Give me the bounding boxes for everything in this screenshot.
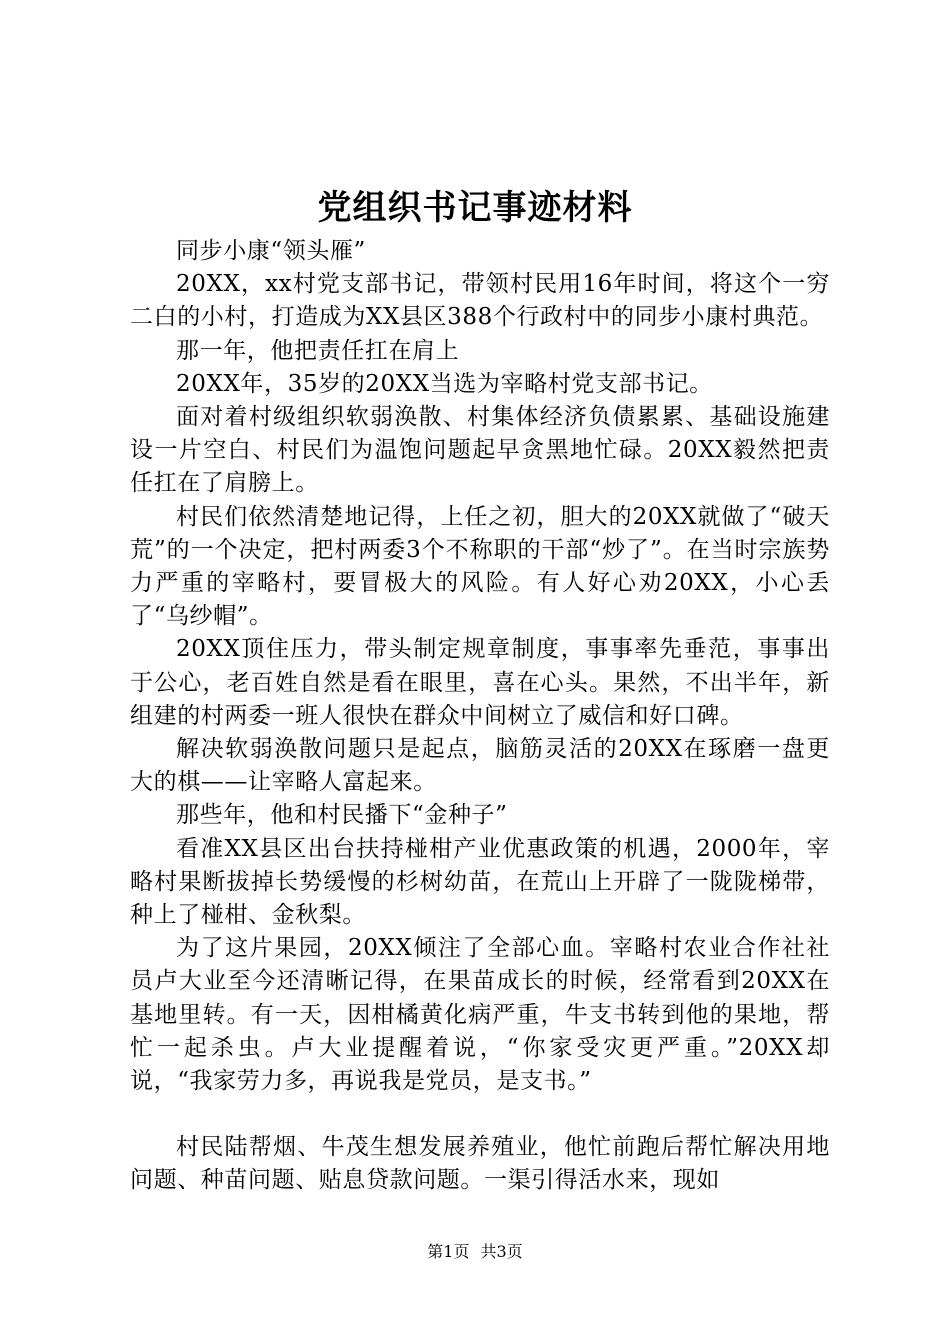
section-heading: 那一年，他把责任扛在肩上 bbox=[176, 337, 460, 364]
document-title: 党组织书记事迹材料 bbox=[317, 188, 633, 228]
paragraph: 为了这片果园，20XX倾注了全部心血。宰略村农业合作社社员卢大业至今还清晰记得，在果苗成长的时候，经常看到20XX在基地里转。有一天，因柑橘黄化病严重，牛支书转到他的果地，帮忙一起杀虫。卢大业提醒着说，“你家受灾更严重。”20XX却说，“我家劳力多，再说我是党员，是支书。” bbox=[130, 935, 830, 1095]
page-number-total: 共3页 bbox=[480, 1242, 523, 1261]
paragraph: 面对着村级组织软弱涣散、村集体经济负债累累、基础设施建设一片空白、村民们为温饱问题起早贪黑地忙碌。20XX毅然把责任扛在了肩膀上。 bbox=[130, 404, 830, 497]
document-body bbox=[130, 235, 830, 1198]
page-number-current: 第1页 bbox=[427, 1242, 470, 1261]
paragraph: 20XX顶住压力，带头制定规章制度，事事率先垂范，事事出于公心，老百姓自然是看在眼里，喜在心头。果然，不出半年，新组建的村两委一班人很快在群众中间树立了威信和好口碑。 bbox=[130, 636, 830, 729]
page-footer bbox=[0, 1240, 950, 1264]
paragraph: 村民们依然清楚地记得，上任之初，胆大的20XX就做了“破天荒”的一个决定，把村两委3个不称职的干部“炒了”。在当时宗族势力严重的宰略村，要冒极大的风险。有人好心劝20XX，小心丢了“乌纱帽”。 bbox=[130, 503, 830, 630]
section-heading: 同步小康“领头雁” bbox=[176, 238, 366, 264]
paragraph: 20XX年，35岁的20XX当选为宰略村党支部书记。 bbox=[176, 370, 713, 397]
paragraph: 看准XX县区出台扶持椪柑产业优惠政策的机遇，2000年，宰略村果断拔掉长势缓慢的杉树幼苗，在荒山上开辟了一陇陇梯带，种上了椪柑、金秋梨。 bbox=[130, 835, 830, 929]
paragraph: 20XX，xx村党支部书记，带领村民用16年时间，将这个一穷二白的小村，打造成为XX县区388个行政村中的同步小康村典范。 bbox=[130, 271, 830, 331]
paragraph: 村民陆帮烟、牛茂生想发展养殖业，他忙前跑后帮忙解决用地问题、种苗问题、贴息贷款问题。一渠引得活水来，现如 bbox=[130, 1134, 830, 1194]
paragraph: 解决软弱涣散问题只是起点，脑筋灵活的20XX在琢磨一盘更大的棋——让宰略人富起来。 bbox=[130, 736, 830, 796]
section-heading: 那些年，他和村民播下“金种子” bbox=[176, 802, 508, 829]
